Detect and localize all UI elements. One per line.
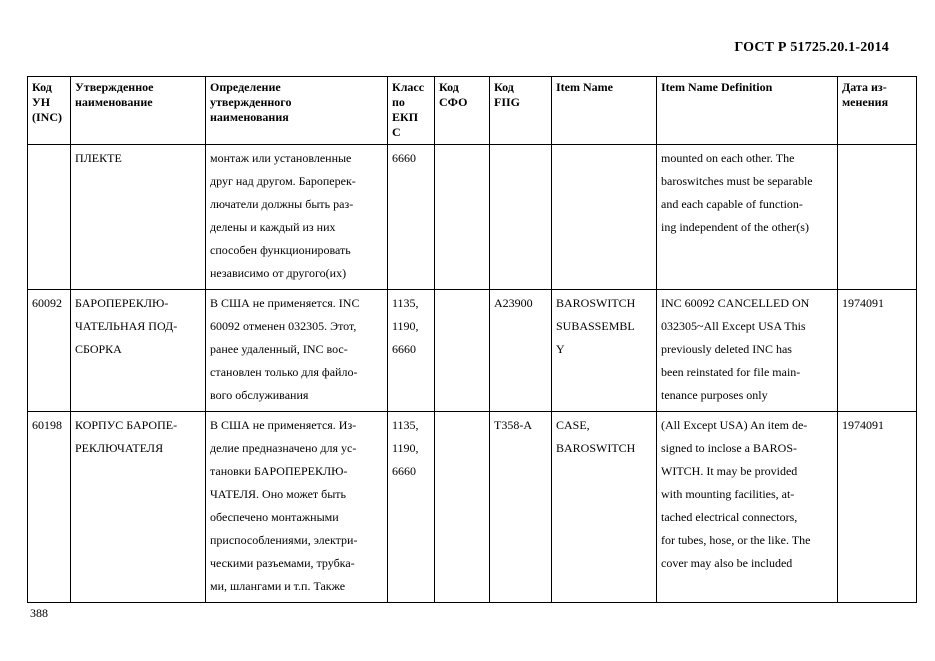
cell-text-line: Item Name Definition <box>661 80 773 94</box>
col-header-item-definition <box>657 77 838 145</box>
cell-text-line: 6660 <box>392 151 416 165</box>
cell-text-line: ранее удаленный, INC вос- <box>210 342 348 356</box>
cell-class <box>388 290 435 412</box>
cell-text-line: СБОРКА <box>75 342 122 356</box>
cell-text-line: 1135, <box>392 296 419 310</box>
cell-text-line: for tubes, hose, or the like. The <box>661 533 811 547</box>
table-row <box>28 145 917 290</box>
col-header-code <box>28 77 71 145</box>
cell-text-line: 1974091 <box>842 296 884 310</box>
cell-text-line: Определение <box>210 80 281 94</box>
cell-text-line: CASE, <box>556 418 590 432</box>
cell-text-line: С <box>392 125 401 139</box>
cell-name <box>71 290 206 412</box>
cell-sfo <box>435 290 490 412</box>
cell-text-line: tenance purposes only <box>661 388 768 402</box>
cell-item-name <box>552 145 657 290</box>
cell-text-line: делие предназначено для ус- <box>210 441 357 455</box>
cell-text-line: (INC) <box>32 110 62 124</box>
cell-text-line: РЕКЛЮЧАТЕЛЯ <box>75 441 164 455</box>
cell-text-line: 6660 <box>392 342 416 356</box>
cell-definition <box>206 412 388 603</box>
cell-text-line: Утвержденное <box>75 80 154 94</box>
cell-text-line: независимо от другого(их) <box>210 266 347 280</box>
cell-text-line: previously deleted INC has <box>661 342 792 356</box>
cell-text-line: 1135, <box>392 418 419 432</box>
cell-text-line: (All Except USA) An item de- <box>661 418 808 432</box>
page-number: 388 <box>30 606 48 620</box>
cell-item-definition <box>657 412 838 603</box>
cell-text-line: Код <box>494 80 514 94</box>
cell-text-line: становлен только для файло- <box>210 365 358 379</box>
cell-code <box>28 145 71 290</box>
cell-text-line: ЧАТЕЛЯ. Оно может быть <box>210 487 347 501</box>
cell-text-line: 60092 отменен 032305. Этот, <box>210 319 357 333</box>
cell-code <box>28 412 71 603</box>
cell-text-line: В США не применяется. Из- <box>210 418 357 432</box>
table-header-row <box>28 77 917 145</box>
cell-text-line: способен функционировать <box>210 243 351 257</box>
col-header-class <box>388 77 435 145</box>
cell-text-line: T358-A <box>494 418 532 432</box>
cell-text-line: 60092 <box>32 296 62 310</box>
cell-text-line: with mounting facilities, at- <box>661 487 795 501</box>
cell-fiig <box>490 145 552 290</box>
cell-class <box>388 412 435 603</box>
cell-text-line: ЧАТЕЛЬНАЯ ПОД- <box>75 319 178 333</box>
cell-text-line: 032305~All Except USA This <box>661 319 806 333</box>
cell-text-line: tached electrical connectors, <box>661 510 798 524</box>
cell-text-line: менения <box>842 95 889 109</box>
cell-text-line: приспособлениями, электри- <box>210 533 358 547</box>
cell-date <box>838 145 917 290</box>
cell-text-line: В США не применяется. INC <box>210 296 360 310</box>
col-header-item-name <box>552 77 657 145</box>
cell-text-line: 60198 <box>32 418 62 432</box>
cell-text-line: baroswitches must be separable <box>661 174 813 188</box>
table-row <box>28 290 917 412</box>
cell-text-line: INC 60092 CANCELLED ON <box>661 296 810 310</box>
cell-text-line: been reinstated for file main- <box>661 365 801 379</box>
cell-text-line: КОРПУС БАРОПЕ- <box>75 418 178 432</box>
cell-sfo <box>435 412 490 603</box>
cell-text-line: вого обслуживания <box>210 388 309 402</box>
table-row <box>28 412 917 603</box>
cell-text-line: WITCH. It may be provided <box>661 464 798 478</box>
catalog-table <box>27 76 917 603</box>
cell-text-line: mounted on each other. The <box>661 151 795 165</box>
col-header-name <box>71 77 206 145</box>
cell-text-line: A23900 <box>494 296 533 310</box>
cell-item-name <box>552 290 657 412</box>
cell-name <box>71 412 206 603</box>
cell-text-line: 6660 <box>392 464 416 478</box>
col-header-fiig <box>490 77 552 145</box>
cell-code <box>28 290 71 412</box>
cell-text-line: друг над другом. Бароперек- <box>210 174 356 188</box>
cell-definition <box>206 145 388 290</box>
cell-text-line: УН <box>32 95 51 109</box>
cell-text-line: наименование <box>75 95 153 109</box>
cell-text-line: утвержденного <box>210 95 292 109</box>
cell-text-line: signed to inclose a BAROS- <box>661 441 797 455</box>
cell-text-line: монтаж или установленные <box>210 151 352 165</box>
cell-text-line: ПЛЕКТЕ <box>75 151 122 165</box>
cell-fiig <box>490 290 552 412</box>
cell-text-line: наименования <box>210 110 289 124</box>
cell-sfo <box>435 145 490 290</box>
cell-date <box>838 412 917 603</box>
cell-text-line: Y <box>556 342 565 356</box>
cell-text-line: ЕКП <box>392 110 419 124</box>
col-header-definition <box>206 77 388 145</box>
cell-text-line: ing independent of the other(s) <box>661 220 809 234</box>
cell-text-line: BAROSWITCH <box>556 441 636 455</box>
cell-item-name <box>552 412 657 603</box>
cell-text-line: ческими разъемами, трубка- <box>210 556 355 570</box>
col-header-sfo <box>435 77 490 145</box>
cell-text-line: СФО <box>439 95 468 109</box>
cell-text-line: and each capable of function- <box>661 197 803 211</box>
cell-text-line: Код <box>439 80 459 94</box>
cell-text-line: Класс <box>392 80 425 94</box>
cell-text-line: 1190, <box>392 441 419 455</box>
document-code: ГОСТ Р 51725.20.1-2014 <box>734 40 889 55</box>
cell-text-line: обеспечено монтажными <box>210 510 339 524</box>
cell-text-line: 1190, <box>392 319 419 333</box>
cell-text-line: FIIG <box>494 95 521 109</box>
cell-text-line: Код <box>32 80 52 94</box>
cell-date <box>838 290 917 412</box>
cell-text-line: БАРОПЕРЕКЛЮ- <box>75 296 169 310</box>
cell-text-line: делены и каждый из них <box>210 220 336 234</box>
cell-text-line: по <box>392 95 405 109</box>
cell-definition <box>206 290 388 412</box>
cell-text-line: Item Name <box>556 80 613 94</box>
cell-text-line: ми, шлангами и т.п. Также <box>210 579 346 593</box>
col-header-date <box>838 77 917 145</box>
cell-text-line: 1974091 <box>842 418 884 432</box>
cell-text-line: SUBASSEMBL <box>556 319 635 333</box>
cell-text-line: лючатели должны быть раз- <box>210 197 354 211</box>
cell-text-line: тановки БАРОПЕРЕКЛЮ- <box>210 464 348 478</box>
cell-text-line: Дата из- <box>842 80 887 94</box>
cell-item-definition <box>657 290 838 412</box>
cell-text-line: cover may also be included <box>661 556 793 570</box>
cell-class <box>388 145 435 290</box>
cell-fiig <box>490 412 552 603</box>
cell-text-line: BAROSWITCH <box>556 296 636 310</box>
cell-name <box>71 145 206 290</box>
cell-item-definition <box>657 145 838 290</box>
